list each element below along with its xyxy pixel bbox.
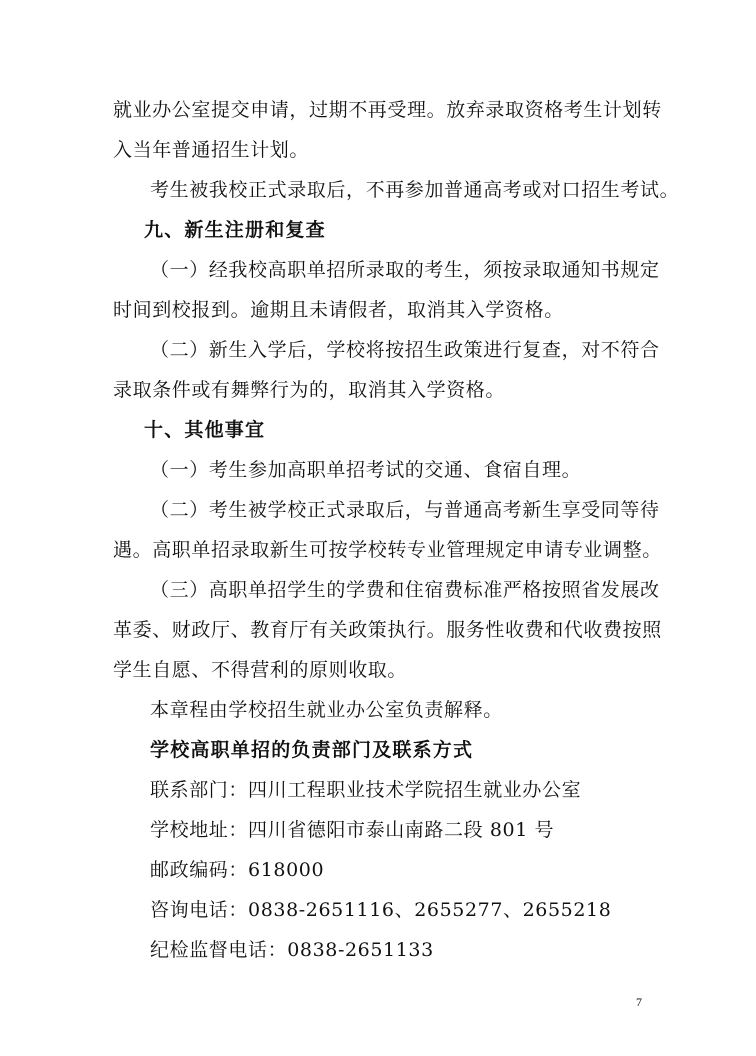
paragraph-line: （一）经我校高职单招所录取的考生，须按录取通知书规定 [150, 259, 660, 281]
contact-heading: 学校高职单招的负责部门及联系方式 [150, 739, 474, 761]
paragraph-line: 遇。高职单招录取新生可按学校转专业管理规定申请专业调整。 [113, 539, 662, 561]
paragraph-line: 革委、财政厅、教育厅有关政策执行。服务性收费和代收费按照 [113, 619, 662, 641]
paragraph-line: 就业办公室提交申请，过期不再受理。放弃录取资格考生计划转 [113, 99, 662, 121]
contact-phone: 咨询电话：0838-2651116、2655277、2655218 [150, 899, 612, 921]
contact-address: 学校地址：四川省德阳市泰山南路二段 801 号 [150, 819, 555, 841]
paragraph-line: （一）考生参加高职单招考试的交通、食宿自理。 [150, 459, 582, 481]
contact-supervision-phone: 纪检监督电话：0838-2651133 [150, 939, 434, 961]
paragraph-line: （三）高职单招学生的学费和住宿费标准严格按照省发展改 [150, 579, 660, 601]
paragraph-line: 入当年普通招生计划。 [113, 139, 310, 161]
paragraph-line: （二）考生被学校正式录取后，与普通高考新生享受同等待 [150, 499, 660, 521]
section-heading: 九、新生注册和复查 [144, 219, 326, 241]
contact-department: 联系部门：四川工程职业技术学院招生就业办公室 [150, 779, 582, 801]
paragraph-line: 学生自愿、不得营利的原则收取。 [113, 659, 408, 681]
section-heading: 十、其他事宜 [144, 419, 266, 441]
contact-postcode: 邮政编码：618000 [150, 859, 325, 881]
paragraph-line: 时间到校报到。逾期且未请假者，取消其入学资格。 [113, 299, 564, 321]
page-number: 7 [636, 995, 642, 1009]
paragraph-line: 考生被我校正式录取后，不再参加普通高考或对口招生考试。 [150, 179, 680, 201]
paragraph-line: 录取条件或有舞弊行为的，取消其入学资格。 [113, 379, 506, 401]
paragraph-line: 本章程由学校招生就业办公室负责解释。 [150, 699, 503, 721]
paragraph-line: （二）新生入学后，学校将按招生政策进行复查，对不符合 [150, 339, 660, 361]
